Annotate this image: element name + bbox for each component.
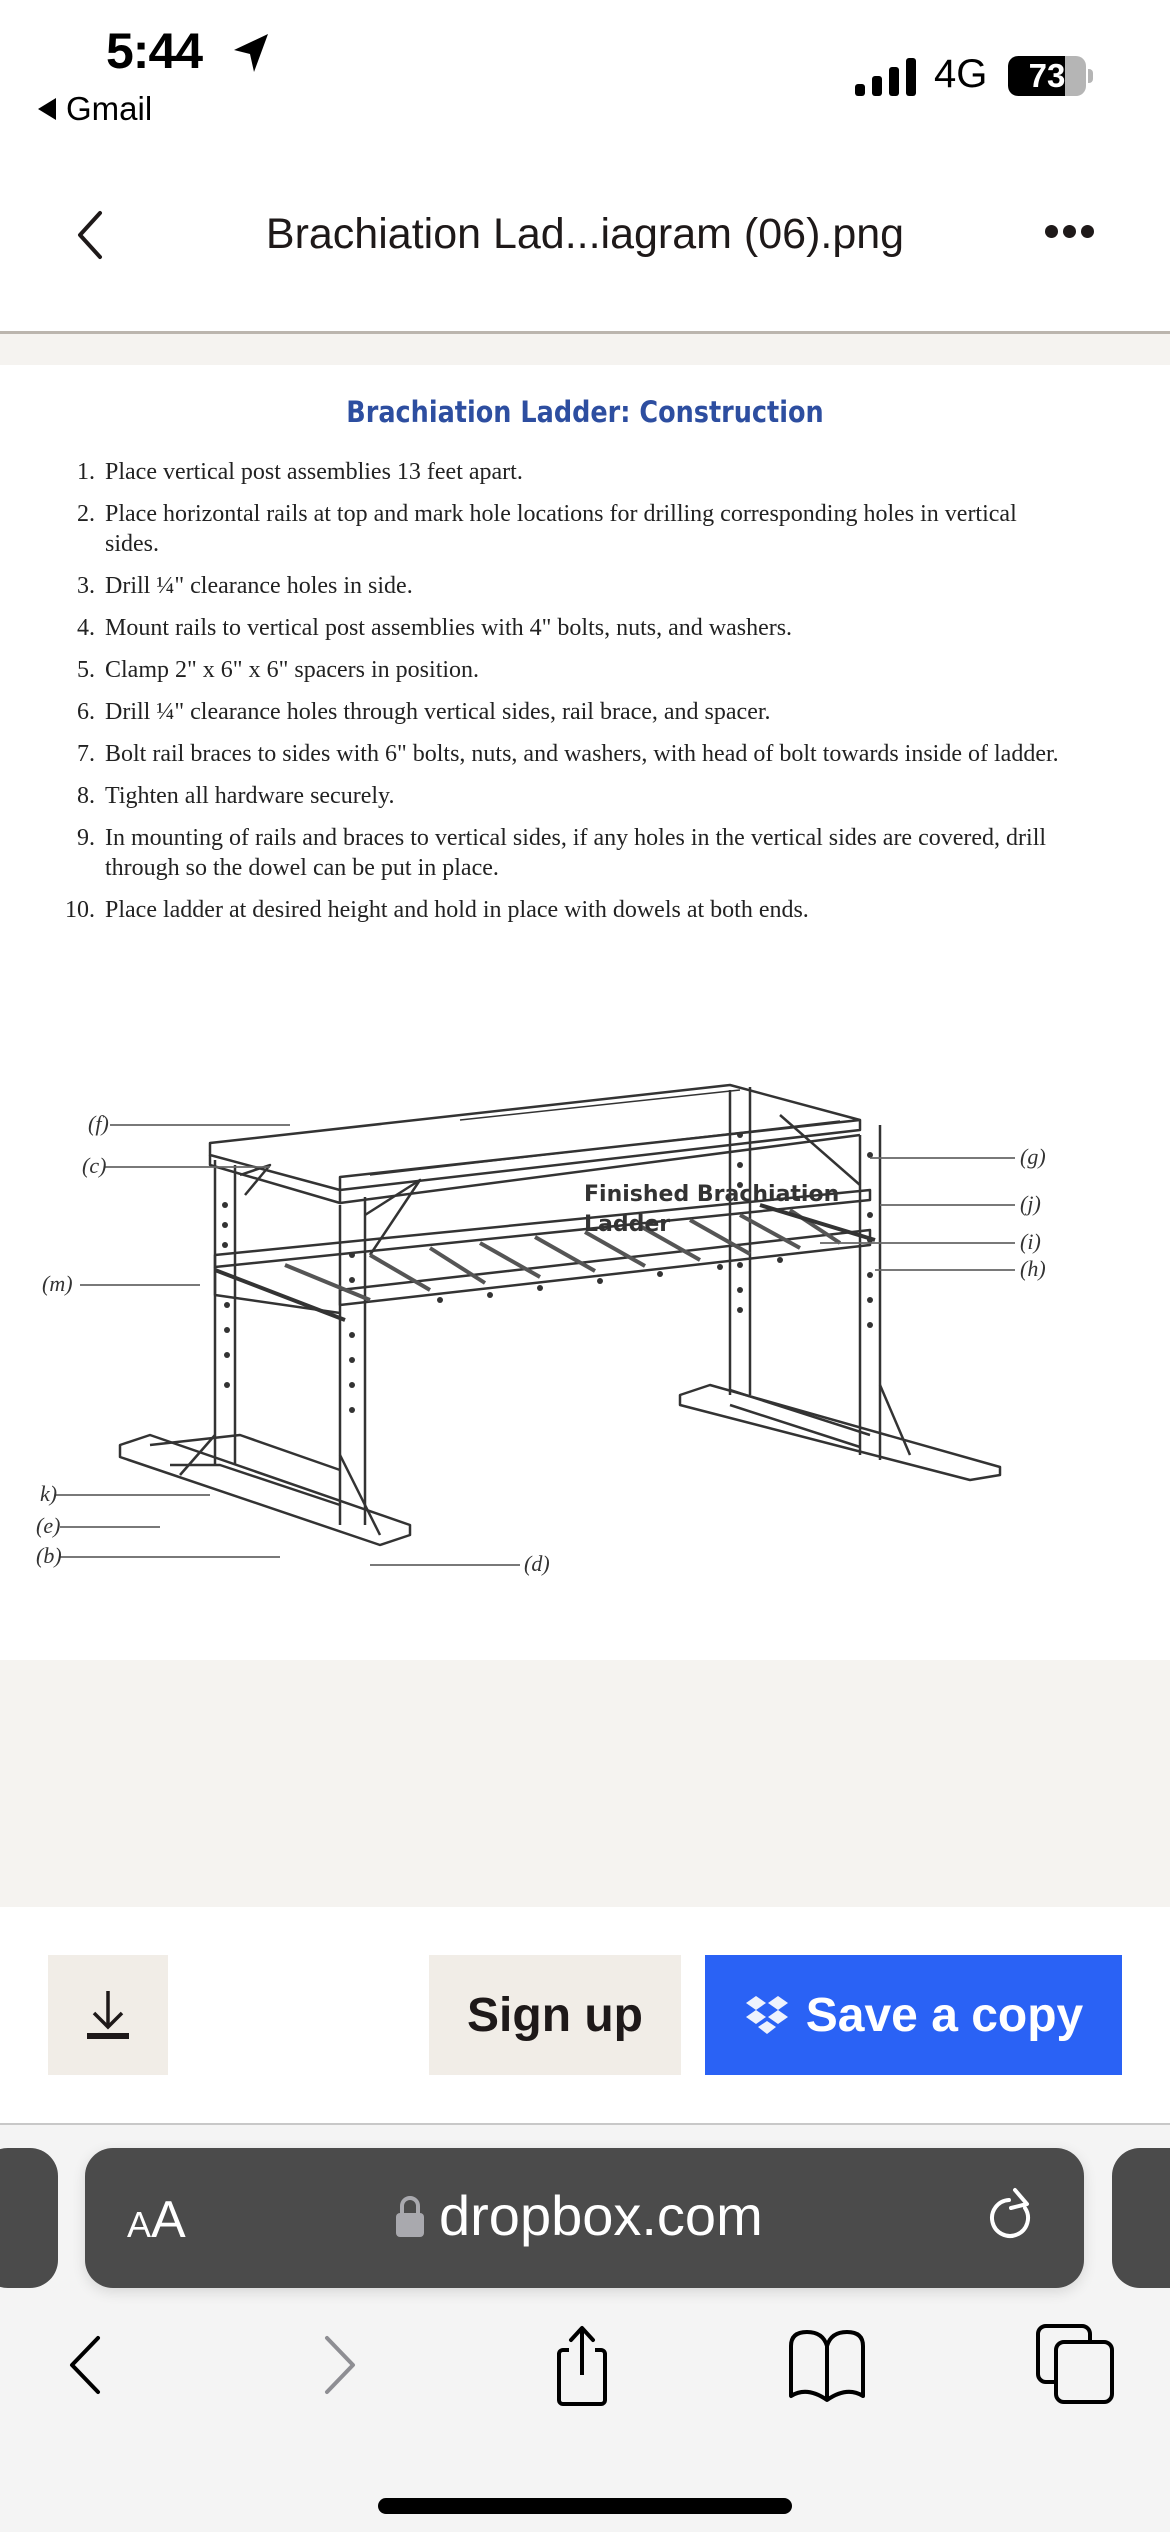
forward-icon[interactable] (295, 2320, 385, 2410)
save-a-copy-label: Save a copy (805, 1988, 1084, 2042)
label-m: (m) (42, 1271, 73, 1296)
label-k: k) (40, 1481, 58, 1506)
tabs-icon[interactable] (1030, 2320, 1120, 2410)
step-text: Place ladder at desired height and hold in place with dowels at both ends. (105, 897, 809, 923)
file-title: Brachiation Lad...iagram (06).png (265, 210, 905, 258)
step-number: 2. (77, 501, 95, 527)
step-number: 4. (77, 615, 95, 641)
download-icon (78, 1985, 138, 2045)
step-text: Drill ¼" clearance holes in side. (105, 573, 413, 599)
label-f: (f) (88, 1111, 109, 1136)
more-dot (1045, 225, 1058, 238)
label-e: (e) (36, 1513, 61, 1538)
step-text: Drill ¼" clearance holes through vertical sides, rail brace, and spacer. (105, 699, 771, 725)
action-bar (0, 1907, 1170, 2123)
instruction-step (55, 895, 1065, 925)
step-number: 8. (77, 783, 95, 809)
step-number: 1. (77, 459, 95, 485)
address-bar[interactable] (85, 2148, 1084, 2288)
step-number: 5. (77, 657, 95, 683)
network-type: 4G (934, 52, 988, 96)
step-number: 7. (77, 741, 95, 767)
url-text: dropbox.com (439, 2184, 763, 2247)
reload-icon[interactable] (985, 2186, 1045, 2250)
chevron-left-icon[interactable] (70, 205, 110, 265)
instruction-step (55, 613, 1065, 643)
step-text: Mount rails to vertical post assemblies with 4" bolts, nuts, and washers. (105, 615, 793, 641)
home-indicator (378, 2498, 792, 2514)
aa-small: A (127, 2204, 152, 2245)
status-time: 5:44 (106, 23, 203, 79)
back-icon[interactable] (40, 2320, 130, 2410)
back-triangle-icon (38, 98, 56, 120)
step-text: In mounting of rails and braces to vertical sides, if any holes in the vertical sides are covered, drill through so the dowel can be put in place. (105, 825, 1047, 881)
more-dot (1063, 225, 1076, 238)
instruction-step (55, 823, 1065, 883)
share-icon[interactable] (537, 2320, 627, 2410)
sign-up-button[interactable]: Sign up (429, 1955, 681, 2075)
more-dot (1081, 225, 1094, 238)
more-icon[interactable] (1045, 225, 1094, 238)
label-b: (b) (36, 1543, 62, 1568)
step-number: 3. (77, 573, 95, 599)
previous-tab-peek[interactable] (0, 2148, 58, 2288)
lock-icon (395, 2194, 425, 2238)
label-d: (d) (524, 1551, 550, 1576)
cellular-signal-icon (855, 58, 917, 96)
document-image (0, 365, 1170, 1660)
browser-toolbar (0, 2125, 1170, 2532)
step-number: 10. (65, 897, 95, 923)
instruction-step (55, 739, 1065, 769)
battery-nub (1088, 69, 1093, 83)
bookmarks-icon[interactable] (783, 2320, 873, 2410)
caption-line-1: Finished Brachiation (584, 1182, 840, 1207)
step-text: Place horizontal rails at top and mark hole locations for drilling corresponding holes in vertical sides. (105, 501, 1017, 557)
caption-line-2: Ladder (584, 1212, 671, 1237)
step-text: Tighten all hardware securely. (105, 783, 395, 809)
instruction-step (55, 499, 1065, 559)
label-c: (c) (82, 1153, 107, 1178)
ladder-diagram (36, 1055, 1100, 1595)
download-button[interactable] (48, 1955, 168, 2075)
document-title: Brachiation Ladder: Construction (346, 395, 824, 429)
label-h: (h) (1020, 1256, 1046, 1281)
instruction-step (55, 697, 1065, 727)
dropbox-logo-icon (744, 1994, 790, 2036)
instruction-step (55, 571, 1065, 601)
step-text: Clamp 2" x 6" x 6" spacers in position. (105, 657, 480, 683)
reader-settings-button[interactable] (127, 2190, 186, 2250)
location-arrow-icon (232, 32, 270, 74)
battery-percent: 73 (1028, 57, 1066, 94)
battery-icon (1008, 56, 1086, 96)
instruction-step (55, 655, 1065, 685)
step-number: 9. (77, 825, 95, 851)
step-text: Place vertical post assemblies 13 feet apart. (105, 459, 523, 485)
diagram-caption (584, 1180, 844, 1240)
ladder-drawing (40, 1055, 1100, 1595)
steps-list (55, 457, 1065, 937)
step-text: Bolt rail braces to sides with 6" bolts, nuts, and washers, with head of bolt towards inside of ladder. (105, 741, 1059, 767)
url-display[interactable] (395, 2183, 763, 2248)
step-number: 6. (77, 699, 95, 725)
instruction-step (55, 781, 1065, 811)
save-a-copy-button[interactable] (705, 1955, 1122, 2075)
instruction-step (55, 457, 1065, 487)
aa-large: A (151, 2191, 186, 2249)
browser-nav-row (0, 2320, 1170, 2420)
next-tab-peek[interactable] (1112, 2148, 1170, 2288)
back-to-app-link[interactable] (38, 90, 152, 128)
label-g: (g) (1020, 1144, 1046, 1169)
back-app-label: Gmail (66, 90, 153, 127)
label-i: (i) (1020, 1229, 1041, 1254)
label-j: (j) (1020, 1191, 1041, 1216)
